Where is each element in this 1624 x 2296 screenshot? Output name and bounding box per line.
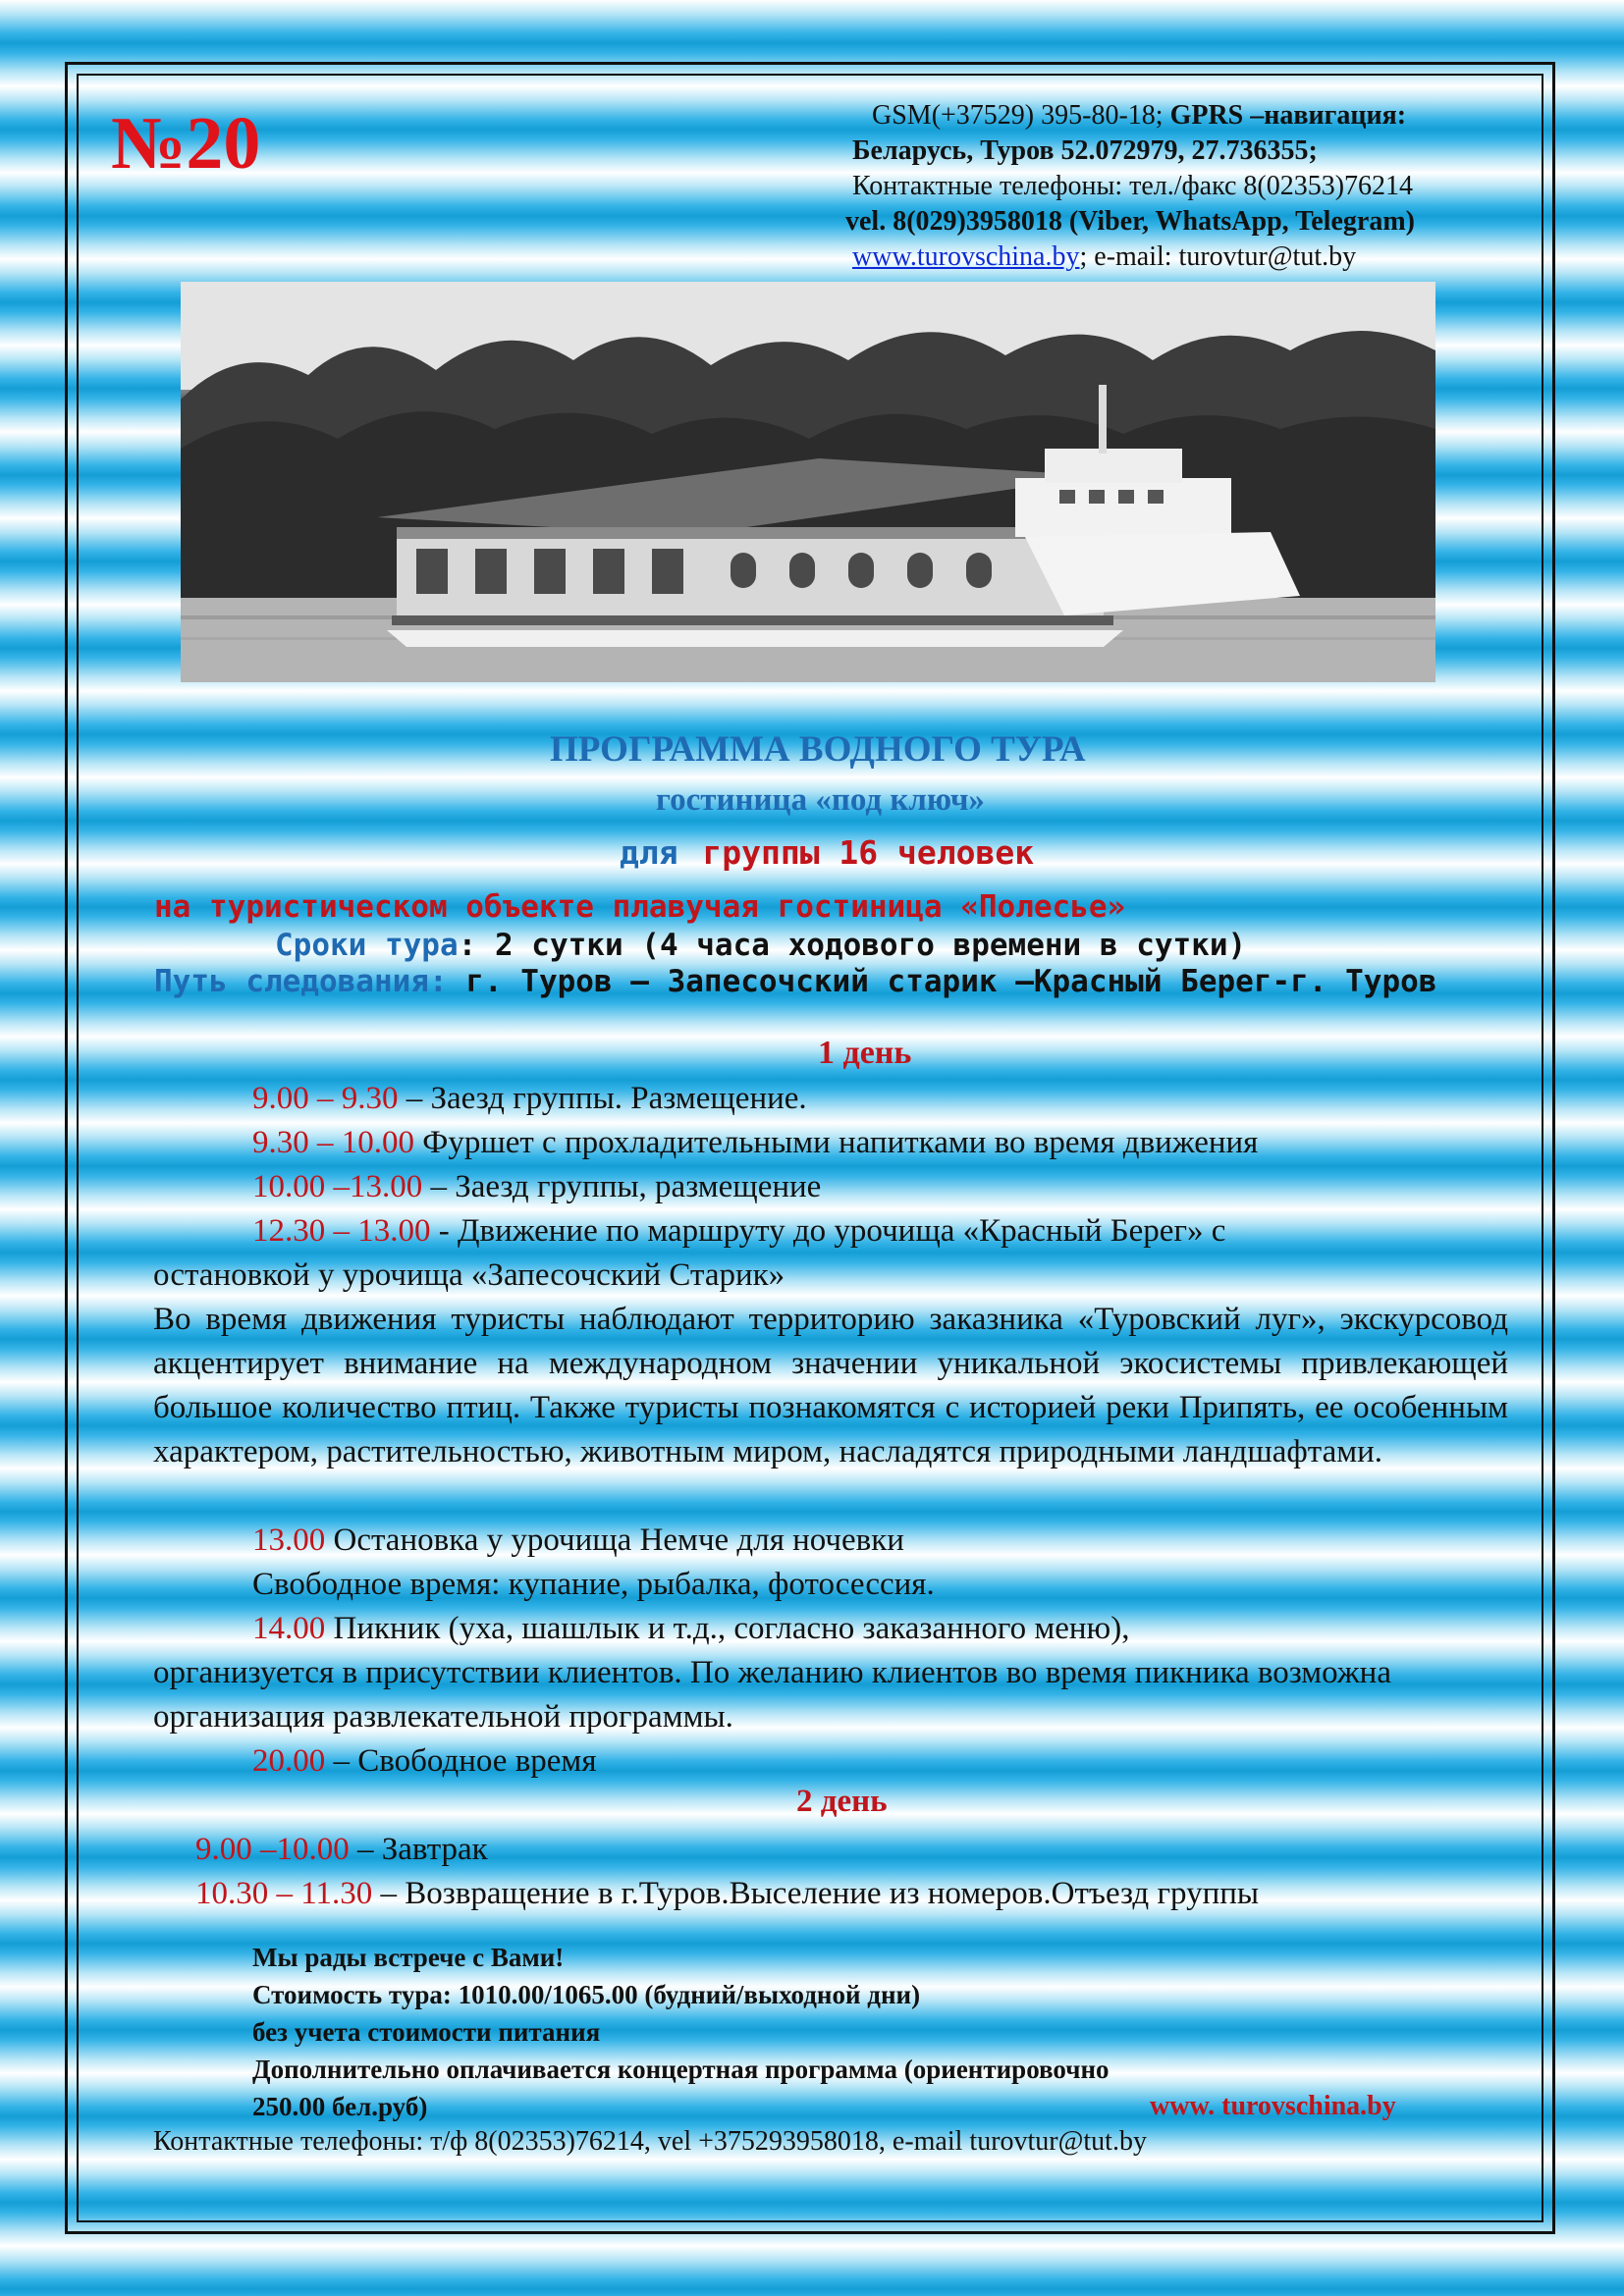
day2-item xyxy=(195,1828,488,1872)
extra-payment-text: Дополнительно оплачивается концертная программа (ориентировочно xyxy=(252,2055,1110,2084)
footer-website-link[interactable]: www. turovschina.by xyxy=(1150,2091,1396,2121)
picnic-time: 14.00 xyxy=(252,1611,326,1646)
day1-item-time: 9.30 – 10.00 xyxy=(252,1125,414,1160)
footer-contacts: Контактные телефоны: т/ф 8(02353)76214, vel +375293958018, e-mail turovtur@tut.by xyxy=(153,2126,1147,2157)
day2-heading: 2 день xyxy=(796,1784,888,1819)
gsm-line xyxy=(872,98,1406,133)
day1-continuation: остановкой у урочища «Запесочский Старик» xyxy=(153,1257,785,1293)
website-link[interactable]: www.turovschina.by xyxy=(852,241,1080,272)
day2-item-time: 10.30 – 11.30 xyxy=(195,1876,373,1911)
group-size: группы 16 человек xyxy=(702,833,1035,872)
evening-time: 20.00 xyxy=(252,1743,326,1779)
evening-text: – Свободное время xyxy=(325,1743,597,1779)
day1-item xyxy=(252,1121,1258,1165)
day2-item xyxy=(195,1872,1259,1916)
day2-item-text: – Завтрак xyxy=(349,1832,488,1867)
object-line: на туристическом объекте плавучая гостиница «Полесье» xyxy=(154,889,1126,925)
welcome-text: Мы рады встрече с Вами! xyxy=(252,1943,565,1972)
picnic-text: Пикник (уха, шашлык и т.д., согласно заказанного меню), xyxy=(325,1611,1130,1646)
day1-picnic xyxy=(252,1607,1129,1651)
day1-item-text: - Движение по маршруту до урочища «Красный Берег» с xyxy=(430,1213,1226,1249)
group-prefix: для xyxy=(620,833,678,872)
day1-evening xyxy=(252,1739,597,1784)
houseboat-illustration xyxy=(181,282,1435,682)
day1-heading: 1 день xyxy=(818,1035,912,1071)
route-label: Путь следования: xyxy=(154,964,448,999)
location-line: Беларусь, Туров 52.072979, 27.736355; xyxy=(852,135,1318,166)
messengers-text: (Viber, WhatsApp, Telegram) xyxy=(1061,206,1415,237)
stop-time: 13.00 xyxy=(252,1522,326,1558)
terms-line xyxy=(275,928,1246,963)
price-text: Стоимость тура: 1010.00/1065.00 (будний/выходной дни) xyxy=(252,1980,921,2009)
day2-item-time: 9.00 –10.00 xyxy=(195,1832,350,1867)
day1-description: Во время движения туристы наблюдают территорию заказника «Туровский луг», экскурсовод акцентирует внимание на международном значении уникальной экосистемы привлекающей большое количество птиц. Также туристы познакомятся с историей реки Припять, ее особенным характером, растительностью, животным миром, насладятся природными ландшафтами. xyxy=(153,1302,1508,1469)
program-subtitle: гостиница «под ключ» xyxy=(656,782,985,818)
day2-item-text: – Возвращение в г.Туров.Выселение из номеров.Отъезд группы xyxy=(372,1876,1260,1911)
day1-item-text: Фуршет с прохладительными напитками во время движения xyxy=(414,1125,1259,1160)
houseboat-photo xyxy=(181,282,1435,682)
day1-item xyxy=(252,1209,1225,1254)
email-text: ; e-mail: turovtur@tut.by xyxy=(1079,241,1357,272)
extra-price-text: 250.00 бел.руб) xyxy=(252,2092,428,2121)
day1-item xyxy=(252,1165,821,1209)
mobile-line xyxy=(845,204,1415,240)
terms-value: : 2 сутки (4 часа ходового времени в сутки) xyxy=(458,928,1247,963)
group-line xyxy=(620,833,1034,873)
day1-item-text: – Заезд группы. Размещение. xyxy=(398,1081,807,1116)
day1-item-text: – Заезд группы, размещение xyxy=(422,1169,822,1204)
mobile-number: vel. 8(029)3958018 xyxy=(845,206,1062,237)
terms-label: Сроки тура xyxy=(275,928,459,963)
gsm-text: GSM(+37529) 395-80-18; xyxy=(872,100,1170,131)
day1-stop xyxy=(252,1519,904,1563)
day1-item-time: 10.00 –13.00 xyxy=(252,1169,423,1204)
no-food-note: без учета стоимости питания xyxy=(252,2017,601,2047)
day1-item-time: 12.30 – 13.00 xyxy=(252,1213,431,1249)
route-value: г. Туров – Запесочский старик –Красный Берег-г. Туров xyxy=(447,964,1437,999)
web-line xyxy=(852,240,1356,275)
route-line xyxy=(154,964,1436,999)
brochure-number: №20 xyxy=(111,102,261,185)
stop-text: Остановка у урочища Немче для ночевки xyxy=(325,1522,904,1558)
day1-item-time: 9.00 – 9.30 xyxy=(252,1081,399,1116)
phones-line: Контактные телефоны: тел./факс 8(02353)76214 xyxy=(852,171,1414,201)
gprs-label: GPRS –навигация: xyxy=(1169,100,1407,131)
day1-picnic-details: организуется в присутствии клиентов. По желанию клиентов во время пикника возможна организация развлекательной программы. xyxy=(153,1655,1391,1735)
day1-free-time: Свободное время: купание, рыбалка, фотосессия. xyxy=(252,1567,935,1602)
day1-item xyxy=(252,1077,807,1121)
program-title: ПРОГРАММА ВОДНОГО ТУРА xyxy=(550,729,1086,770)
